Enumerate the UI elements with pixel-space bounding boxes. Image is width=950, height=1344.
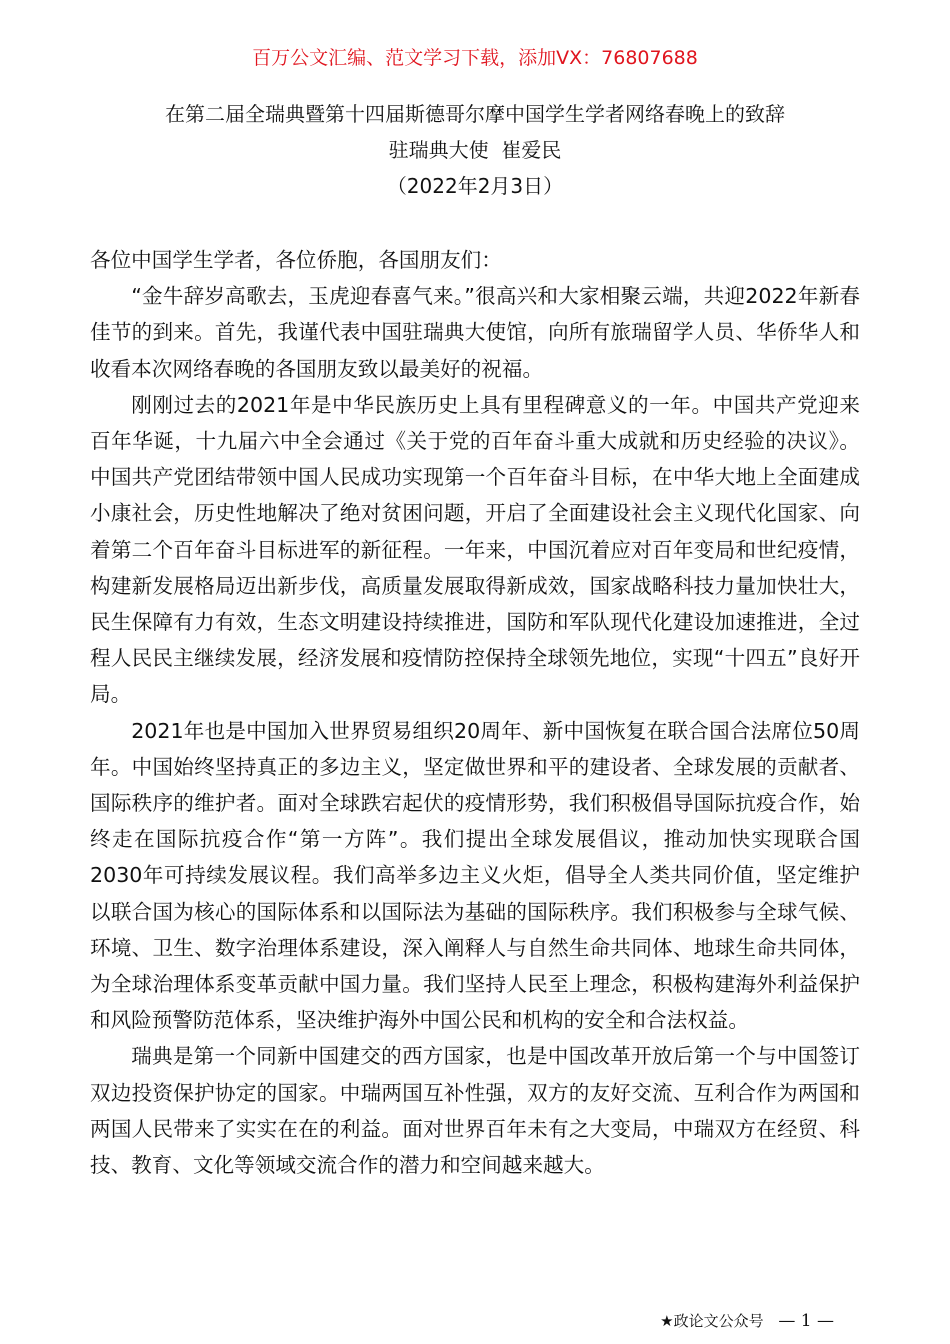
speech-body <box>90 242 860 1183</box>
paragraph-3: 2021年也是中国加入世界贸易组织20周年、新中国恢复在联合国合法席位50周年。中国始终坚持真正的多边主义，坚定做世界和平的建设者、全球发展的贡献者、国际秩序的维护者。面对全球跌宕起伏的疫情形势，我们积极倡导国际抗疫合作，始终走在国际抗疫合作“第一方阵”。我们提出全球发展倡议，推动加快实现联合国2030年可持续发展议程。我们高举多边主义火炬，倡导全人类共同价值，坚定维护以联合国为核心的国际体系和以国际法为基础的国际秩序。我们积极参与全球气候、环境、卫生、数字治理体系建设，深入阐释人与自然生命共同体、地球生命共同体，为全球治理体系变革贡献中国力量。我们坚持人民至上理念，积极构建海外利益保护和风险预警防范体系，坚决维护海外中国公民和机构的安全和合法权益。 <box>90 718 860 1033</box>
speech-date: （2022年2月3日） <box>386 174 564 198</box>
footer-source: ★政论文公众号 <box>660 1312 764 1330</box>
paragraph-4: 瑞典是第一个同新中国建交的西方国家，也是中国改革开放后第一个与中国签订双边投资保护协定的国家。中瑞两国互补性强，双方的友好交流、互利合作为两国和两国人民带来了实实在在的利益。面对世界百年未有之大变局，中瑞双方在经贸、科技、教育、文化等领域交流合作的潜力和空间越来越大。 <box>90 1044 860 1178</box>
speaker-line: 驻瑞典大使 崔爱民 <box>388 138 562 162</box>
page-footer <box>660 1310 834 1332</box>
title-block <box>0 96 950 204</box>
speech-title: 在第二届全瑞典暨第十四届斯德哥尔摩中国学生学者网络春晚上的致辞 <box>165 102 785 126</box>
paragraph-1: “金牛辞岁高歌去，玉虎迎春喜气来。”很高兴和大家相聚云端，共迎2022年新春佳节的到来。首先，我谨代表中国驻瑞典大使馆，向所有旅瑞留学人员、华侨华人和收看本次网络春晚的各国朋友致以最美好的祝福。 <box>90 284 860 381</box>
promo-banner: 百万公文汇编、范文学习下载，添加VX：76807688 <box>252 47 698 69</box>
paragraph-2: 刚刚过去的2021年是中华民族历史上具有里程碑意义的一年。中国共产党迎来百年华诞，十九届六中全会通过《关于党的百年奋斗重大成就和历史经验的决议》。中国共产党团结带领中国人民成功实现第一个百年奋斗目标，在中华大地上全面建成小康社会，历史性地解决了绝对贫困问题，开启了全面建设社会主义现代化国家、向着第二个百年奋斗目标进军的新征程。一年来，中国沉着应对百年变局和世纪疫情，构建新发展格局迈出新步伐，高质量发展取得新成效，国家战略科技力量加快壮大，民生保障有力有效，生态文明建设持续推进，国防和军队现代化建设加速推进，全过程人民民主继续发展，经济发展和疫情防控保持全球领先地位，实现“十四五”良好开局。 <box>90 392 860 707</box>
page-number: — 1 — <box>778 1311 834 1331</box>
salutation: 各位中国学生学者，各位侨胞，各国朋友们： <box>90 248 502 272</box>
